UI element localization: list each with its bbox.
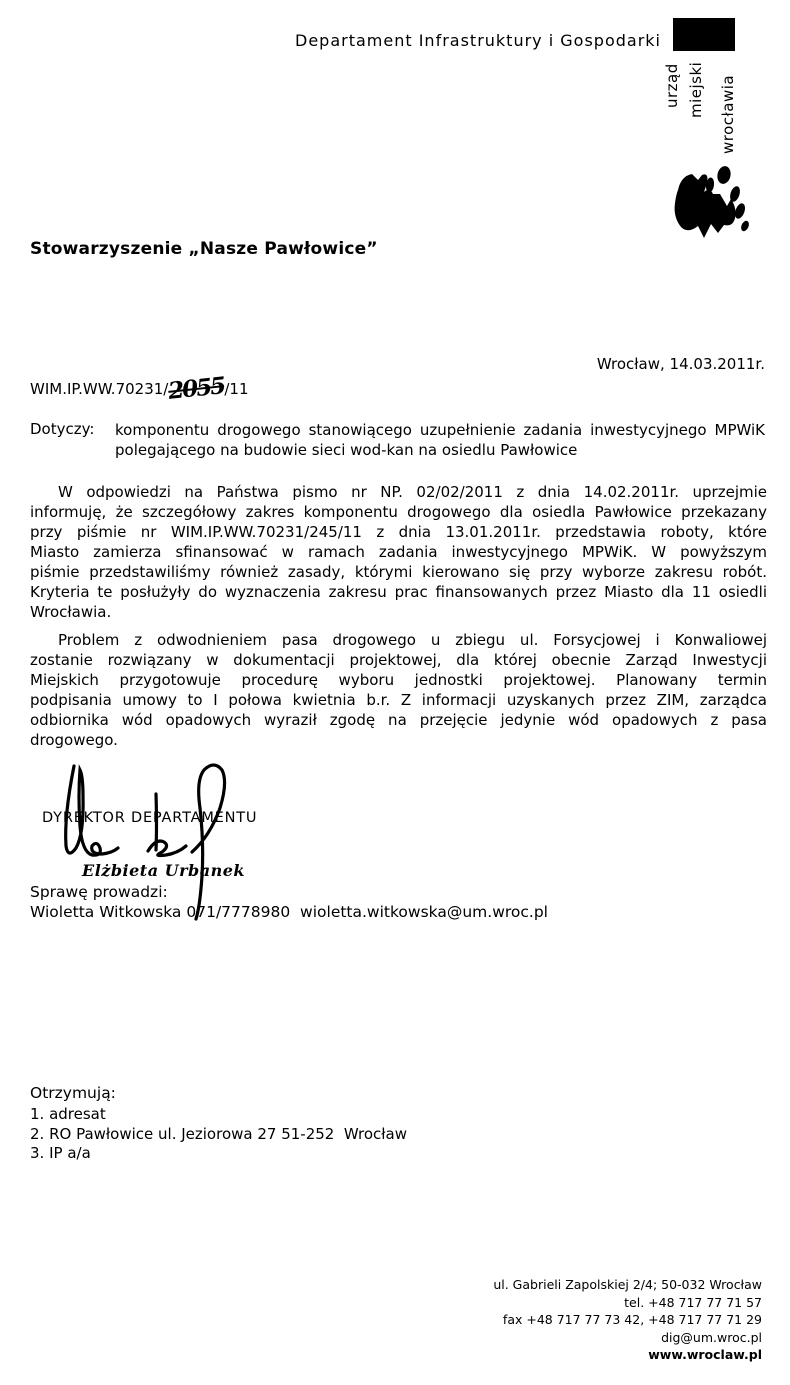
text-line: www.wroclaw.pl (648, 1347, 762, 1362)
reference-number (30, 372, 249, 405)
ink-stamp-icon (668, 158, 760, 246)
distribution-list (30, 1105, 407, 1164)
text-line: fax +48 717 77 73 42, +48 717 77 71 29 (502, 1312, 762, 1327)
subject-text (115, 420, 765, 460)
text-line: zostanie rozwiązany w dokumentacji projektowej, dla której obecnie Zarząd Inwestycji (30, 651, 767, 669)
text-line: polegającego na budowie sieci wod-kan na osiedlu Pawłowice (115, 441, 578, 459)
text-line: Problem z odwodnieniem pasa drogowego u zbiegu ul. Forsycjowej i Konwaliowej (58, 631, 767, 649)
case-officer-contact: Wioletta Witkowska 071/7778980 wioletta.witkowska@um.wroc.pl (30, 903, 548, 921)
reference-prefix: WIM.IP.WW.70231/ (30, 380, 169, 398)
text-line: piśmie przedstawiliśmy również zasady, którymi kierowano się przy wyborze zakresu robót. (30, 563, 767, 581)
reference-suffix: /11 (224, 380, 249, 398)
text-line: ul. Gabrieli Zapolskiej 2/4; 50-032 Wrocław (493, 1277, 762, 1292)
signature-title: DYREKTOR DEPARTAMENTU (42, 810, 258, 826)
city-logo-block (673, 18, 735, 51)
text-line: 3. IP a/a (30, 1144, 91, 1162)
date-line: Wrocław, 14.03.2011r. (596, 355, 765, 373)
text-line: Miasto zamierza sfinansować w ramach zadania inwestycyjnego MPWiK. W powyższym (30, 543, 767, 561)
text-line: odbiornika wód opadowych wyraził zgodę na przejęcie jedynie wód opadowych z pasa (30, 711, 767, 729)
text-line: informuję, że szczegółowy zakres komponentu drogowego dla osiedla Pawłowice przekazany (30, 503, 767, 521)
signature-name: Elżbieta Urbanek (82, 861, 245, 880)
text-line: podpisania umowy to I połowa kwietnia b.r. Z informacji uzyskanych przez ZIM, zarządca (30, 691, 767, 709)
text-line: przy piśmie nr WIM.IP.WW.70231/245/11 z dnia 13.01.2011r. przedstawia roboty, które (30, 523, 767, 541)
body-paragraph-1 (30, 482, 767, 622)
text-line: Miejskich przygotowuje procedurę wyboru jednostki projektowej. Planowany termin (30, 671, 767, 689)
text-line: Wrocławia. (30, 603, 112, 621)
text-line: tel. +48 717 77 71 57 (624, 1294, 762, 1310)
text-line: dig@um.wroc.pl (661, 1329, 762, 1345)
body-paragraph-2 (30, 630, 767, 750)
city-logo-word-miejski: miejski (687, 61, 705, 118)
city-logo-word-wroclawia: wrocławia (719, 74, 737, 154)
text-line: drogowego. (30, 731, 118, 749)
text-line: Kryteria te posłużyły do wyznaczenia zakresu prac finansowanych przez Miasto dla 11 osiedli (30, 583, 767, 601)
text-line: 2. RO Pawłowice ul. Jeziorowa 27 51-252 Wrocław (30, 1124, 408, 1143)
department-title: Departament Infrastruktury i Gospodarki (295, 31, 661, 50)
distribution-label: Otrzymują: (30, 1084, 116, 1102)
text-line: W odpowiedzi na Państwa pismo nr NP. 02/02/2011 z dnia 14.02.2011r. uprzejmie (58, 483, 767, 501)
case-officer-label: Sprawę prowadzi: (30, 883, 168, 901)
reference-handwritten-number: 2055 (167, 372, 226, 405)
subject-label: Dotyczy: (30, 420, 95, 438)
text-line: 1. adresat (30, 1105, 106, 1123)
text-line: komponentu drogowego stanowiącego uzupełnienie zadania inwestycyjnego MPWiK (115, 421, 765, 439)
city-logo-word-urzad: urząd (663, 63, 681, 108)
recipient-name: Stowarzyszenie „Nasze Pawłowice” (30, 239, 378, 259)
footer-contact-block (400, 1276, 762, 1364)
